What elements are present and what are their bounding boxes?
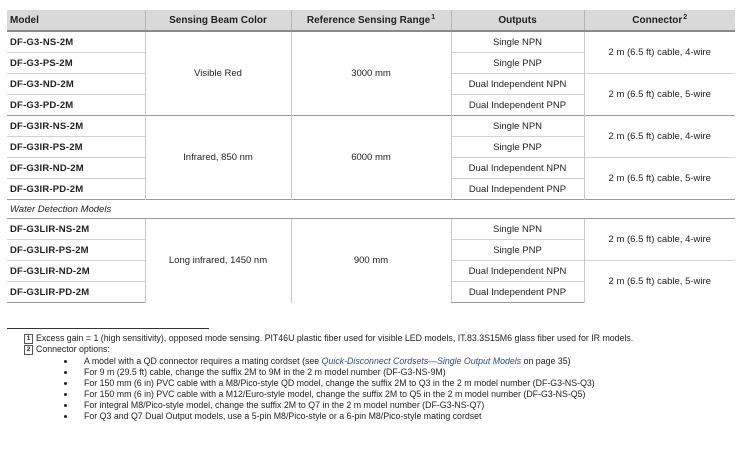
bullet-icon: [64, 393, 67, 396]
output-cell: Dual Independent NPN: [451, 158, 584, 179]
footnote-1-text: Excess gain = 1 (high sensitivity), opposed mode sensing. PIT46U plastic fiber used for visible LED models, IT.83.3S15M6 glass fiber used for IR models.: [36, 333, 634, 343]
output-cell: Dual Independent NPN: [451, 261, 584, 282]
output-cell: Dual Independent PNP: [451, 282, 584, 303]
header-connector: [584, 10, 735, 31]
model-spec-table: [7, 10, 735, 303]
range-cell: 900 mm: [291, 219, 451, 303]
connector-cell: 2 m (6.5 ft) cable, 4-wire: [584, 219, 735, 261]
list-item: [24, 367, 724, 378]
connector-footnote-ref: 2: [683, 14, 688, 21]
output-cell: Single PNP: [451, 53, 584, 74]
model-cell: DF-G3LIR-NS-2M: [7, 219, 145, 240]
bullet-icon: [64, 415, 67, 418]
output-cell: Single NPN: [451, 219, 584, 240]
option-text-tail: on page 35): [521, 356, 571, 366]
list-item: [24, 389, 724, 400]
output-cell: Dual Independent PNP: [451, 95, 584, 116]
section-label: Water Detection Models: [7, 200, 735, 219]
connector-cell: 2 m (6.5 ft) cable, 4-wire: [584, 116, 735, 158]
output-cell: Single PNP: [451, 240, 584, 261]
option-text: A model with a QD connector requires a mating cordset (see: [84, 356, 322, 366]
table-row: [7, 219, 735, 240]
header-beam-color: Sensing Beam Color: [145, 10, 291, 31]
model-cell: DF-G3IR-ND-2M: [7, 158, 145, 179]
model-cell: DF-G3LIR-PS-2M: [7, 240, 145, 261]
footnote-2-text: Connector options:: [36, 343, 110, 354]
option-text: For integral M8/Pico-style model, change the suffix 2M to Q7 in the 2 m model number (DF-G3-NS-Q7): [84, 400, 485, 410]
model-cell: DF-G3-PS-2M: [7, 53, 145, 74]
connector-cell: 2 m (6.5 ft) cable, 4-wire: [584, 31, 735, 74]
header-outputs: Outputs: [451, 10, 584, 31]
footnote-2: [24, 344, 724, 355]
connector-cell: 2 m (6.5 ft) cable, 5-wire: [584, 158, 735, 200]
model-cell: DF-G3LIR-ND-2M: [7, 261, 145, 282]
cordsets-link[interactable]: Quick-Disconnect Cordsets—Single Output Models: [321, 356, 522, 366]
bullet-icon: [64, 382, 67, 385]
footnote-1-marker: 1: [24, 334, 33, 344]
option-text: For 9 m (29.5 ft) cable, change the suffix 2M to 9M in the 2 m model number (DF-G3-NS-9M): [84, 367, 446, 377]
range-footnote-ref: 1: [431, 14, 436, 21]
header-range: [291, 10, 451, 31]
footnote-1: [24, 333, 724, 344]
output-cell: Dual Independent NPN: [451, 74, 584, 95]
beam-color-cell: Long infrared, 1450 nm: [145, 219, 291, 303]
connector-options-list: [24, 356, 724, 422]
model-cell: DF-G3IR-PD-2M: [7, 179, 145, 200]
table-row: [7, 116, 735, 137]
model-cell: DF-G3-NS-2M: [7, 31, 145, 53]
model-cell: DF-G3-ND-2M: [7, 74, 145, 95]
table-row: [7, 31, 735, 53]
connector-cell: 2 m (6.5 ft) cable, 5-wire: [584, 74, 735, 116]
model-cell: DF-G3IR-PS-2M: [7, 137, 145, 158]
output-cell: Single NPN: [451, 116, 584, 137]
header-model: Model: [7, 10, 145, 31]
list-item: [24, 411, 724, 422]
header-range-label: Reference Sensing Range: [306, 15, 431, 26]
connector-cell: 2 m (6.5 ft) cable, 5-wire: [584, 261, 735, 303]
output-cell: Single NPN: [451, 31, 584, 53]
model-cell: DF-G3LIR-PD-2M: [7, 282, 145, 303]
footnotes: [24, 333, 724, 422]
bullet-icon: [64, 371, 67, 374]
option-text: For Q3 and Q7 Dual Output models, use a 5-pin M8/Pico-style or a 6-pin M8/Pico-style mating cordset: [84, 411, 482, 421]
section-row: [7, 200, 735, 219]
range-cell: 6000 mm: [291, 116, 451, 200]
list-item: [24, 356, 724, 367]
table-header-row: [7, 10, 735, 31]
model-cell: DF-G3IR-NS-2M: [7, 116, 145, 137]
bullet-icon: [64, 404, 67, 407]
output-cell: Single PNP: [451, 137, 584, 158]
footnote-divider: [7, 328, 209, 329]
list-item: [24, 378, 724, 389]
list-item: [24, 400, 724, 411]
option-text: For 150 mm (6 in) PVC cable with a M12/Euro-style model, change the suffix 2M to Q5 in the 2 m model number (DF-G3-NS-Q5): [84, 389, 586, 399]
footnote-2-marker: 2: [24, 345, 33, 355]
beam-color-cell: Visible Red: [145, 31, 291, 116]
model-cell: DF-G3-PD-2M: [7, 95, 145, 116]
output-cell: Dual Independent PNP: [451, 179, 584, 200]
beam-color-cell: Infrared, 850 nm: [145, 116, 291, 200]
range-cell: 3000 mm: [291, 31, 451, 116]
bullet-icon: [64, 360, 67, 363]
header-connector-label: Connector: [632, 15, 683, 26]
option-text: For 150 mm (6 in) PVC cable with a M8/Pico-style QD model, change the suffix 2M to Q3 in the 2 m model number (DF-G3-NS-Q3): [84, 378, 595, 388]
